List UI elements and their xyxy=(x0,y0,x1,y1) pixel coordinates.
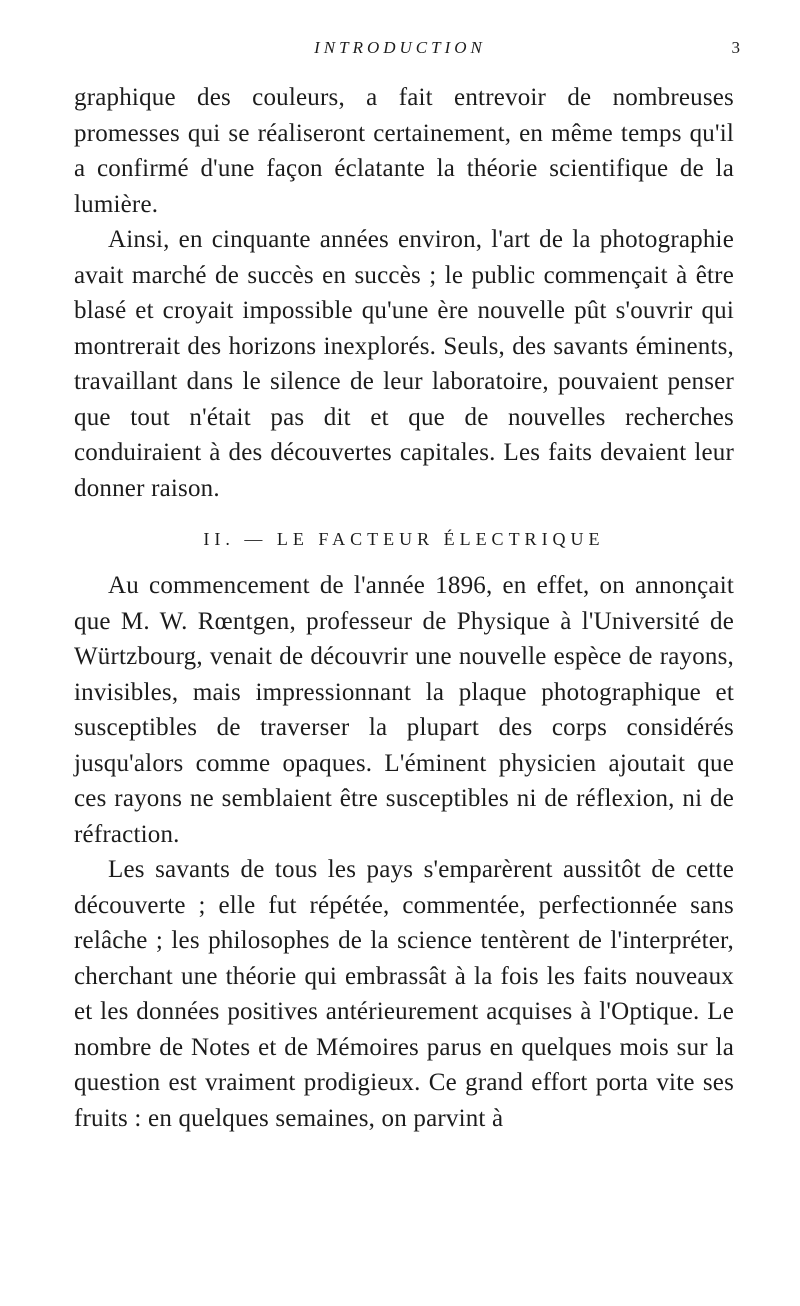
running-title: INTRODUCTION xyxy=(314,38,486,57)
section-heading: II. — LE FACTEUR ÉLECTRIQUE xyxy=(203,529,605,549)
paragraph: Les savants de tous les pays s'emparèrent aussitôt de cette découverte ; elle fut répétée, commentée, perfectionnée sans relâche ; les philosophes de la science tentèrent de l'interpréter, cherchant une théorie qui embrassât à la fois les faits nouveaux et les données positives antérieurement acquises à l'Optique. Le nombre de Notes et de Mémoires parus en quelques mois sur la question est vraiment prodigieux. Ce grand effort porta vite ses fruits : en quelques semaines, on parvint à xyxy=(74,856,734,1132)
paragraph: Ainsi, en cinquante années environ, l'art de la photographie avait marché de succès en succès ; le public commençait à être blasé et croyait impossible qu'une ère nouvelle pût s'ouvrir qui montrerait des horizons inexplorés. Seuls, des savants éminents, travaillant dans le silence de leur laboratoire, pouvaient penser que tout n'était pas dit et que de nouvelles recherches conduiraient à des découvertes capitales. Les faits devaient leur donner raison. xyxy=(74,226,734,502)
paragraph-continuation: graphique des couleurs, a fait entrevoir de nombreuses promesses qui se réaliseront certainement, en même temps qu'il a confirmé d'une façon éclatante la théorie scientifique de la lumière. xyxy=(74,84,734,218)
body-text xyxy=(74,80,734,1136)
paragraph: Au commencement de l'année 1896, en effet, on annonçait que M. W. Rœntgen, professeur de Physique à l'Université de Würtzbourg, venait de découvrir une nouvelle espèce de rayons, invisibles, mais impressionnant la plaque photographique et susceptibles de traverser la plupart des corps considérés jusqu'alors comme opaques. L'éminent physicien ajoutait que ces rayons ne semblaient être susceptibles ni de réflexion, ni de réfraction. xyxy=(74,572,734,848)
page-number: 3 xyxy=(731,38,740,57)
